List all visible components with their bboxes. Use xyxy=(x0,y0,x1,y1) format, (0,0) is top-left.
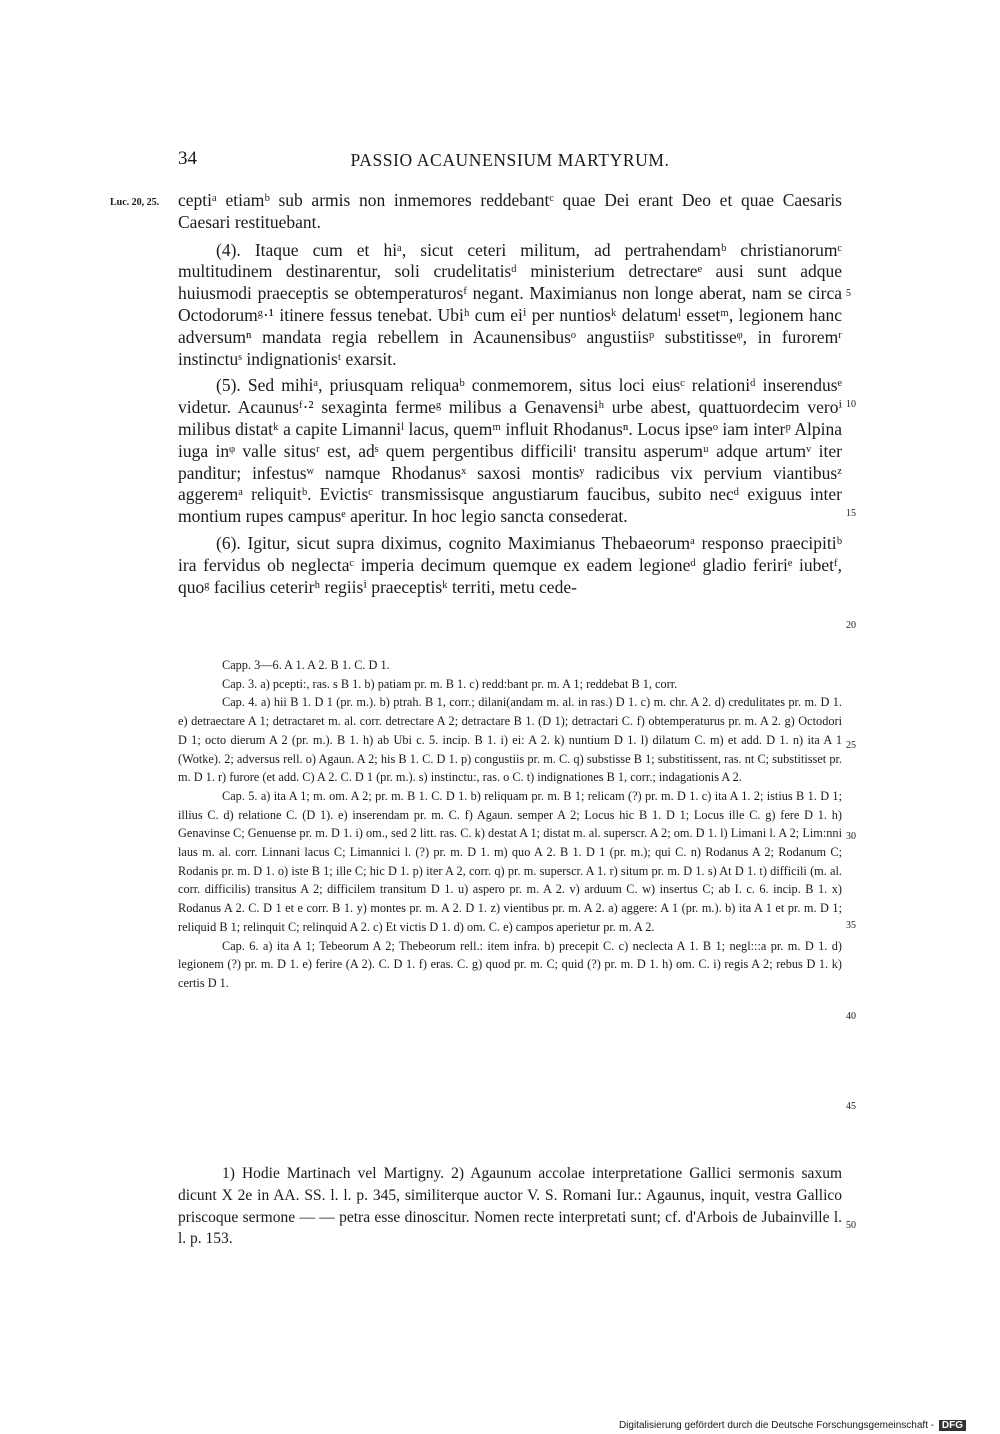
apparatus-cap-6: Cap. 6. a) ita A 1; Tebeorum A 2; Thebeorum rell.: item infra. b) precepit C. c) neclecta A 1. B 1; negl:::a pr. m. D 1. d) legionem (?) pr. m. D 1. e) ferire (A 2). C. D 1. f) eras. C. g) quod pr. m. C; quid (?) pr. m. D 1. h) om. C. i) regis A 2; rebus D 1. k) certis D 1. xyxy=(178,938,842,990)
paragraph-chapter-6: (6). Igitur, sicut supra diximus, cognito Maximianus Thebaeorumᵃ responso praecipitiᵇ ira fervidus ob neglectaᶜ imperia decimum quemque ex eadem legioneᵈ gladio feririᵉ iubetᶠ, quoᵍ facilius ceterirʰ regiisⁱ praeceptisᵏ territi, metu cede- xyxy=(178,532,842,597)
margin-reference: Luc. 20, 25. xyxy=(110,197,160,208)
line-number: 5 xyxy=(846,288,851,299)
paragraph-chapter-5: (5). Sed mihiᵃ, priusquam reliquaᵇ conmemorem, situs loci eiusᶜ relationiᵈ inserendusᵉ videtur. Acaunusᶠ·² sexaginta fermeᵍ milibus a Genavensiʰ urbe abest, quattuordecim veroⁱ milibus distatᵏ a capite Limanniˡ lacus, quemᵐ influit Rhodanusⁿ. Locus ipseᵒ iam interᵖ Alpina iuga inᵠ valle situsʳ est, adˢ quem pergentibus difficiliᵗ transitu asperumᵘ adque artumᵛ iter panditur; infestusʷ namque Rhodanusˣ saxosi montisʸ radicibus vix pervium viantibusᶻ aggeremᵃ reliquitᵇ. Evictisᶜ transmissisque angustiarum faucibus, subito necᵈ exiguus inter montium rupes campusᵉ aperitur. In hoc legio sancta consederat. xyxy=(178,375,842,527)
apparatus-capp: Capp. 3—6. A 1. A 2. B 1. C. D 1. xyxy=(222,658,390,672)
line-number: 30 xyxy=(846,831,856,842)
digitization-footer xyxy=(619,1420,966,1431)
line-number: 15 xyxy=(846,508,856,519)
apparatus-cap-4: Cap. 4. a) hii B 1. D 1 (pr. m.). b) ptrah. B 1, corr.; dilani(andam m. al. in ras.) D 1. c) m. chr. A 2. d) credulitates pr. m. D 1. e) detraectare A 1; detractaret m. al. corr. detrectare A 2; detractare B 1. (D 1); detractari C. f) obtemperaturus pr. m. A 2. g) Octodori D 1; octo dierum A 2 (pr. m.). B 1. h) ab Ubi c. 5. incip. B 1. i) ei: A 2. k) nuntium D 1. l) dilatum C. m) et add. D 1. n) ita A 1 (Wotke). 2; adversus rell. o) Agaun. A 2; his B 1. C. D 1. p) congustiis pr. m. C. q) substisse B 1; substitissent, ras. nt C; substitisset pr. m. D 1. r) furore (et add. C) A 2. C. D 1 (pr. m.). s) instinctu:, ras. o C. t) indignationes B 1, corr.; indagationis A 2. xyxy=(178,695,842,785)
dfg-logo: DFG xyxy=(939,1420,966,1431)
page-header xyxy=(178,148,842,174)
paragraph-chapter-4: (4). Itaque cum et hiᵃ, sicut ceteri militum, ad pertrahendamᵇ christianorumᶜ multitudinem destinarentur, soli crudelitatisᵈ ministerium detrectareᵉ ausi sunt adque huiusmodi praeceptis se obtemperaturosᶠ negant. Maximianus non longe aberat, nam se circa Octodorumᵍ·¹ itinere fessus tenebat. Ubiʰ cum eiⁱ per nuntiosᵏ delatumˡ essetᵐ, legionem hanc adversumⁿ mandata regia rebellem in Acaunensibusᵒ angustiisᵖ substitisseᵠ, in furoremʳ instinctuˢ indignationisᵗ exarsit. xyxy=(178,239,842,369)
apparatus-cap-3: Cap. 3. a) pcepti:, ras. s B 1. b) patiam pr. m. B 1. c) redd:bant pr. m. A 1; reddebat B 1, corr. xyxy=(222,676,678,691)
line-number: 35 xyxy=(846,920,856,931)
line-number: 40 xyxy=(846,1011,856,1022)
line-number: 50 xyxy=(846,1220,856,1231)
footer-text: Digitalisierung gefördert durch die Deutsche Forschungsgemeinschaft - xyxy=(618,1420,935,1431)
page-number: 34 xyxy=(178,148,197,169)
paragraph-1: ceptiᵃ etiamᵇ sub armis non inmemores reddebantᶜ quae Dei erant Deo et quae Caesaris Caesari restituebant. xyxy=(178,190,842,232)
apparatus-cap-5: Cap. 5. a) ita A 1; m. om. A 2; pr. m. B 1. C. D 1. b) reliquam pr. m. B 1; relicam (?) pr. m. D 1. c) ita A 1. 2; istius B 1. D 1; illius C. d) relatione C. (D 1). e) inserendam pr. m. C. f) Agaun. semper A 2; Locus hic B 1. D 1; Locus ille C. g) fere D 1. h) Genavinse C; Genuense pr. m. D 1. i) om., sed 2 litt. ras. C. k) destat A 1; distat m. al. superscr. A 2; om. D 1. l) Limani l. A 2; Lim:nni laus m. al. corr. Linnani lacus C; Limannici l. (?) pr. m. D 1. m) quo A 2. B 1. D 1 (pr. m.); qui C. n) Rodanus A 2; Rodanum C; Rodanis pr. m. D 1. o) iste B 1; ille C; hic D 1. p) iter A 2, corr. q) pr. m. superscr. A 1. r) situm pr. m. D 1. s) At D 1. t) difficili (m. al. corr. difficilis) transitus A 2; difficilem transitum D 1. u) aspero pr. m. A 2. v) arduum C. w) insertus C; ab I. c. 6. incip. B 1. x) Rodanus A 2. C. D 1 et e corr. B 1. y) montes pr. m. A 2. D 1. z) vientibus pr. m. A 2. a) aggere: A 1 (pr. m.). b) ita A 1 et pr. m. D 1; reliquid B 1; relinquit C; relinquid A 2. c) Et victis D 1. d) om. C. e) campos aperietur pr. m. A 2. xyxy=(178,788,842,934)
line-number: 10 xyxy=(846,399,856,410)
main-text xyxy=(178,190,842,603)
line-number: 45 xyxy=(846,1101,856,1112)
running-title: PASSIO ACAUNENSIUM MARTYRUM. xyxy=(350,150,670,170)
line-number: 25 xyxy=(846,740,856,751)
critical-apparatus xyxy=(178,656,842,993)
footnote-text: 1) Hodie Martinach vel Martigny. 2) Agaunum accolae interpretatione Gallici sermonis saxum dicunt X 2e in AA. SS. l. l. p. 345, similiterque auctor V. S. Romani Iur.: Agaunus, inquit, vestra Gallico priscoque sermone — — petra esse dinoscitur. Nomen recte interpretati sunt; cf. d'Arbois de Jubainville l. l. p. 153. xyxy=(178,1165,842,1248)
line-number: 20 xyxy=(846,620,856,631)
footnotes xyxy=(178,1163,842,1250)
